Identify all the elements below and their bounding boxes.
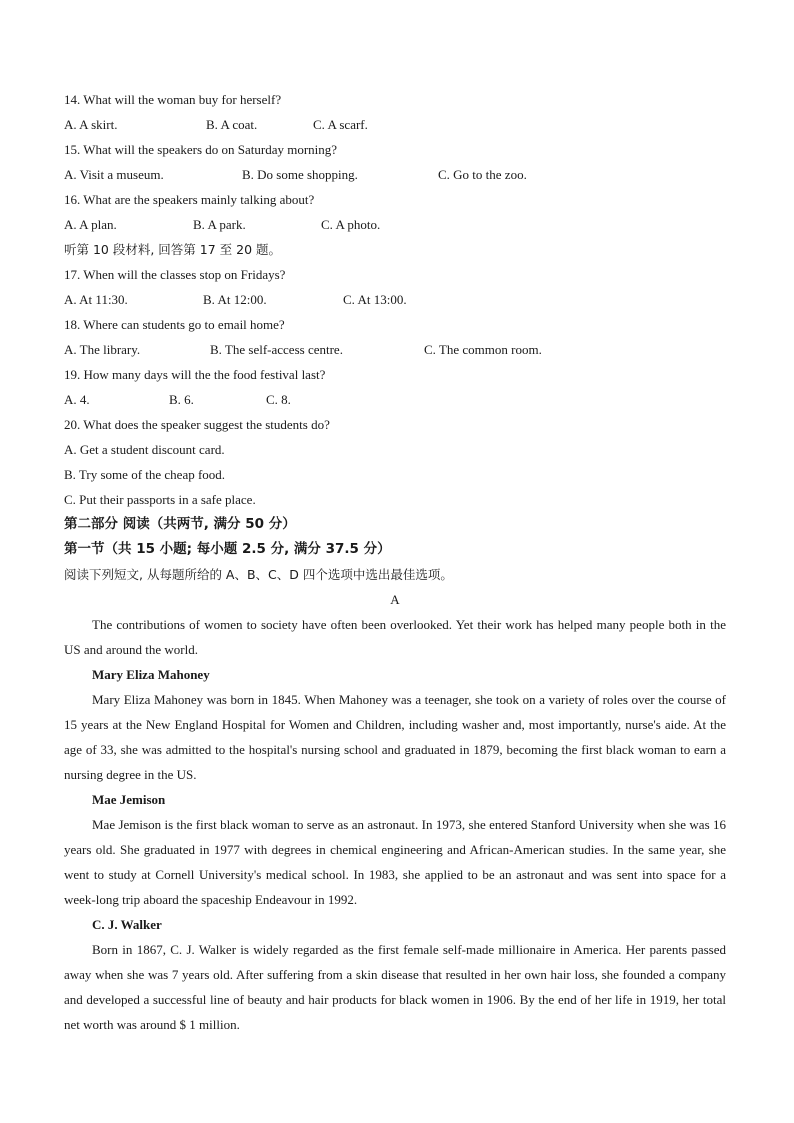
options-16: [64, 212, 726, 237]
question-19: 19. How many days will the the food festival last?: [64, 367, 326, 382]
option-a: A. 4.: [64, 392, 90, 407]
page-content: [64, 87, 726, 1037]
option-b: B. At 12:00.: [203, 292, 267, 307]
option-c: C. A photo.: [321, 217, 381, 232]
reading-instruction: 阅读下列短文, 从每题所给的 A、B、C、D 四个选项中选出最佳选项。: [64, 567, 453, 582]
option-b: B. Try some of the cheap food.: [64, 467, 226, 482]
part-title: 第二部分 阅读（共两节, 满分 50 分）: [64, 516, 296, 532]
option-a: A. The library.: [64, 342, 141, 357]
option-b: B. A coat.: [206, 117, 258, 132]
option-b: B. Do some shopping.: [242, 167, 358, 182]
paragraph-mahoney: Mary Eliza Mahoney was born in 1845. When Mahoney was a teenager, she took on a variety of roles over the course of 15 years at the New England Hospital for Women and Children, including washer and, most importantly, nurse's aide. At the age of 33, she was admitted to the hospital's nursing school and graduated in 1879, becoming the first black woman to earn a nursing degree in the US.: [64, 692, 726, 782]
options-15: [64, 162, 726, 187]
option-a: A. Visit a museum.: [64, 167, 164, 182]
option-a: A. A plan.: [64, 217, 117, 232]
option-b: B. 6.: [169, 392, 194, 407]
option-a: A. Get a student discount card.: [64, 442, 225, 457]
option-c: C. 8.: [266, 392, 291, 407]
question-16: 16. What are the speakers mainly talking about?: [64, 192, 315, 207]
question-20: 20. What does the speaker suggest the students do?: [64, 417, 330, 432]
option-c: C. Put their passports in a safe place.: [64, 492, 256, 507]
question-17: 17. When will the classes stop on Fridays?: [64, 267, 286, 282]
question-15: 15. What will the speakers do on Saturday morning?: [64, 142, 338, 157]
subheading-jemison: Mae Jemison: [92, 792, 166, 807]
options-19: [64, 387, 726, 412]
material-instruction: 听第 10 段材料, 回答第 17 至 20 题。: [64, 242, 282, 257]
paragraph-walker: Born in 1867, C. J. Walker is widely regarded as the first female self-made millionaire in America. Her parents passed away when she was 7 years old. After suffering from a skin disease that resulted in her own hair loss, she founded a company and developed a successful line of beauty and hair products for black women in 1906. By the end of her life in 1919, her total net worth was around $ 1 million.: [64, 942, 726, 1032]
question-18: 18. Where can students go to email home?: [64, 317, 285, 332]
option-a: A. A skirt.: [64, 117, 118, 132]
option-c: C. The common room.: [424, 342, 542, 357]
subheading-mahoney: Mary Eliza Mahoney: [92, 667, 210, 682]
option-b: B. A park.: [193, 217, 246, 232]
options-14: [64, 112, 726, 137]
option-c: C. At 13:00.: [343, 292, 407, 307]
subheading-walker: C. J. Walker: [92, 917, 162, 932]
option-b: B. The self-access centre.: [210, 342, 343, 357]
options-18: [64, 337, 726, 362]
passage-intro: The contributions of women to society have often been overlooked. Yet their work has helped many people both in the US and around the world.: [64, 617, 726, 657]
options-17: [64, 287, 726, 312]
paragraph-jemison: Mae Jemison is the first black woman to serve as an astronaut. In 1973, she entered Stanford University when she was 16 years old. She graduated in 1977 with degrees in chemical engineering and African-American studies. In the same year, she went to study at Cornell University's medical school. In 1983, she applied to be an astronaut and was sent into space for a week-long trip aboard the spaceship Endeavour in 1992.: [64, 817, 726, 907]
question-14: 14. What will the woman buy for herself?: [64, 92, 282, 107]
option-c: C. A scarf.: [313, 117, 368, 132]
option-c: C. Go to the zoo.: [438, 167, 527, 182]
option-a: A. At 11:30.: [64, 292, 128, 307]
passage-label: A: [390, 592, 400, 607]
section-title: 第一节（共 15 小题; 每小题 2.5 分, 满分 37.5 分）: [64, 541, 391, 557]
